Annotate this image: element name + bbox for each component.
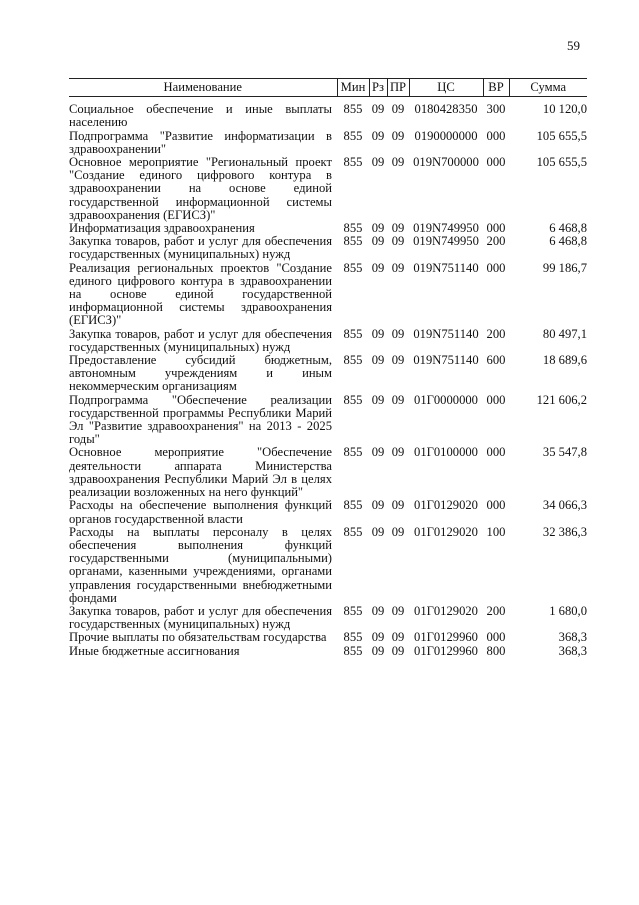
- cell-name: Закупка товаров, работ и услуг для обеспечения государственных (муниципальных) нужд: [69, 603, 332, 632]
- cell-vr: 000: [486, 630, 506, 645]
- cell-name: Закупка товаров, работ и услуг для обеспечения государственных (муниципальных) нужд: [69, 326, 332, 354]
- cell-pr: 09: [391, 630, 405, 645]
- cell-sum: 6 468,8: [549, 234, 587, 249]
- cell-name: Подпрограмма "Развитие информатизации в здравоохранении": [69, 128, 332, 156]
- cell-rz: 09: [371, 498, 385, 513]
- cell-min: 855: [343, 221, 363, 236]
- cell-rz: 09: [371, 128, 385, 143]
- table-row: [69, 394, 587, 447]
- cell-rz: 09: [371, 603, 385, 618]
- header-cs: ЦС: [409, 79, 483, 97]
- header-min: Мин: [337, 79, 369, 97]
- cell-min: 855: [343, 234, 363, 249]
- cell-name: Прочие выплаты по обязательствам государства: [69, 630, 327, 645]
- header-sum: Сумма: [509, 79, 587, 97]
- cell-min: 855: [343, 643, 363, 658]
- cell-sum: 35 547,8: [542, 445, 587, 460]
- cell-rz: 09: [371, 155, 385, 170]
- cell-sum: 368,3: [558, 643, 587, 658]
- header-name: Наименование: [69, 79, 337, 97]
- cell-vr: 200: [486, 326, 506, 341]
- cell-min: 855: [343, 524, 363, 539]
- cell-vr: 100: [486, 524, 506, 539]
- cell-vr: 000: [486, 155, 506, 170]
- cell-rz: 09: [371, 630, 385, 645]
- cell-cs: 019N700000: [413, 155, 479, 170]
- table-row: [69, 499, 587, 525]
- table-row: [69, 631, 587, 644]
- cell-pr: 09: [391, 102, 405, 117]
- cell-rz: 09: [371, 221, 385, 236]
- cell-pr: 09: [391, 155, 405, 170]
- cell-sum: 1 680,0: [549, 603, 587, 618]
- cell-vr: 200: [486, 234, 506, 249]
- cell-cs: 019N751140: [413, 326, 479, 341]
- cell-name: Информатизация здравоохранения: [69, 221, 255, 236]
- cell-pr: 09: [391, 643, 405, 658]
- cell-vr: 200: [486, 603, 506, 618]
- cell-name: Расходы на выплаты персоналу в целях обеспечения выполнения функций государственными (муниципальными) органами, казенными учреждениями, органами управления государственными внебюджетными фондами: [69, 524, 332, 605]
- cell-name: Предоставление субсидий бюджетным, автономным учреждениям и иным некоммерческим организациям: [69, 353, 332, 394]
- cell-vr: 800: [486, 643, 506, 658]
- cell-min: 855: [343, 102, 363, 117]
- cell-cs: 0180428350: [414, 102, 478, 117]
- cell-vr: 000: [486, 260, 506, 275]
- table-row: [69, 605, 587, 631]
- cell-vr: 300: [486, 102, 506, 117]
- table-body: [69, 97, 587, 658]
- cell-cs: 01Г0129020: [414, 498, 478, 513]
- table-row: [69, 354, 587, 394]
- cell-min: 855: [343, 498, 363, 513]
- cell-pr: 09: [391, 498, 405, 513]
- cell-cs: 019N751140: [413, 260, 479, 275]
- table-row: [69, 262, 587, 328]
- cell-name: Социальное обеспечение и иные выплаты населению: [69, 102, 332, 130]
- cell-pr: 09: [391, 128, 405, 143]
- page-number: 59: [567, 38, 580, 53]
- header-vr: ВР: [483, 79, 509, 97]
- cell-sum: 10 120,0: [542, 102, 587, 117]
- cell-vr: 000: [486, 445, 506, 460]
- cell-sum: 121 606,2: [536, 392, 587, 407]
- cell-pr: 09: [391, 603, 405, 618]
- cell-rz: 09: [371, 392, 385, 407]
- cell-sum: 99 186,7: [542, 260, 587, 275]
- cell-pr: 09: [391, 326, 405, 341]
- cell-name: Закупка товаров, работ и услуг для обеспечения государственных (муниципальных) нужд: [69, 234, 332, 262]
- cell-cs: 01Г0100000: [414, 445, 478, 460]
- cell-pr: 09: [391, 234, 405, 249]
- header-pr: ПР: [387, 79, 409, 97]
- table-row: [69, 526, 587, 605]
- cell-rz: 09: [371, 260, 385, 275]
- cell-vr: 000: [486, 128, 506, 143]
- cell-sum: 18 689,6: [542, 353, 587, 368]
- table-row: [69, 328, 587, 354]
- cell-sum: 34 066,3: [542, 498, 587, 513]
- table-header: [69, 79, 587, 97]
- cell-pr: 09: [391, 260, 405, 275]
- cell-name: Основное мероприятие "Обеспечение деятельности аппарата Министерства здравоохранения Республики Марий Эл в целях реализации возложенных на него функций": [69, 445, 332, 500]
- table-row: [69, 235, 587, 261]
- cell-cs: 019N749950: [413, 234, 479, 249]
- table-row: [69, 156, 587, 222]
- cell-vr: 000: [486, 221, 506, 236]
- cell-cs: 0190000000: [414, 128, 478, 143]
- cell-rz: 09: [371, 102, 385, 117]
- table-row: [69, 645, 587, 658]
- cell-rz: 09: [371, 326, 385, 341]
- cell-cs: 01Г0129020: [414, 603, 478, 618]
- table-row: [69, 446, 587, 499]
- cell-sum: 105 655,5: [536, 128, 587, 143]
- cell-pr: 09: [391, 392, 405, 407]
- cell-cs: 019N751140: [413, 353, 479, 368]
- cell-cs: 01Г0129960: [414, 643, 478, 658]
- cell-min: 855: [343, 392, 363, 407]
- cell-sum: 368,3: [558, 630, 587, 645]
- cell-cs: 01Г0129960: [414, 630, 478, 645]
- cell-cs: 01Г0129020: [414, 524, 478, 539]
- cell-pr: 09: [391, 524, 405, 539]
- cell-min: 855: [343, 630, 363, 645]
- cell-sum: 32 386,3: [542, 524, 587, 539]
- cell-pr: 09: [391, 445, 405, 460]
- cell-sum: 105 655,5: [536, 155, 587, 170]
- cell-min: 855: [343, 326, 363, 341]
- table-row: [69, 130, 587, 156]
- cell-name: Расходы на обеспечение выполнения функций органов государственной власти: [69, 498, 332, 526]
- budget-table: [69, 78, 587, 658]
- cell-name: Основное мероприятие "Региональный проект "Создание единого цифрового контура в здравоохранении на основе единой государственной информационной системы здравоохранения (ЕГИСЗ)": [69, 155, 332, 222]
- cell-vr: 000: [486, 498, 506, 513]
- cell-name: Иные бюджетные ассигнования: [69, 643, 240, 658]
- header-rz: Рз: [369, 79, 387, 97]
- cell-rz: 09: [371, 524, 385, 539]
- cell-name: Реализация региональных проектов "Создание единого цифрового контура в здравоохранении на основе единой государственной информационной системы здравоохранения (ЕГИСЗ)": [69, 260, 332, 328]
- cell-min: 855: [343, 353, 363, 368]
- cell-sum: 80 497,1: [542, 326, 587, 341]
- cell-pr: 09: [391, 353, 405, 368]
- cell-cs: 01Г0000000: [414, 392, 478, 407]
- cell-rz: 09: [371, 234, 385, 249]
- cell-min: 855: [343, 128, 363, 143]
- cell-vr: 600: [486, 353, 506, 368]
- cell-min: 855: [343, 445, 363, 460]
- cell-sum: 6 468,8: [549, 221, 587, 236]
- cell-cs: 019N749950: [413, 221, 479, 236]
- cell-min: 855: [343, 155, 363, 170]
- cell-min: 855: [343, 603, 363, 618]
- cell-rz: 09: [371, 445, 385, 460]
- cell-name: Подпрограмма "Обеспечение реализации государственной программы Республики Марий Эл "Развитие здравоохранения" на 2013 - 2025 годы": [69, 392, 332, 447]
- cell-rz: 09: [371, 353, 385, 368]
- table-row: [69, 97, 587, 130]
- cell-min: 855: [343, 260, 363, 275]
- cell-pr: 09: [391, 221, 405, 236]
- cell-rz: 09: [371, 643, 385, 658]
- cell-vr: 000: [486, 392, 506, 407]
